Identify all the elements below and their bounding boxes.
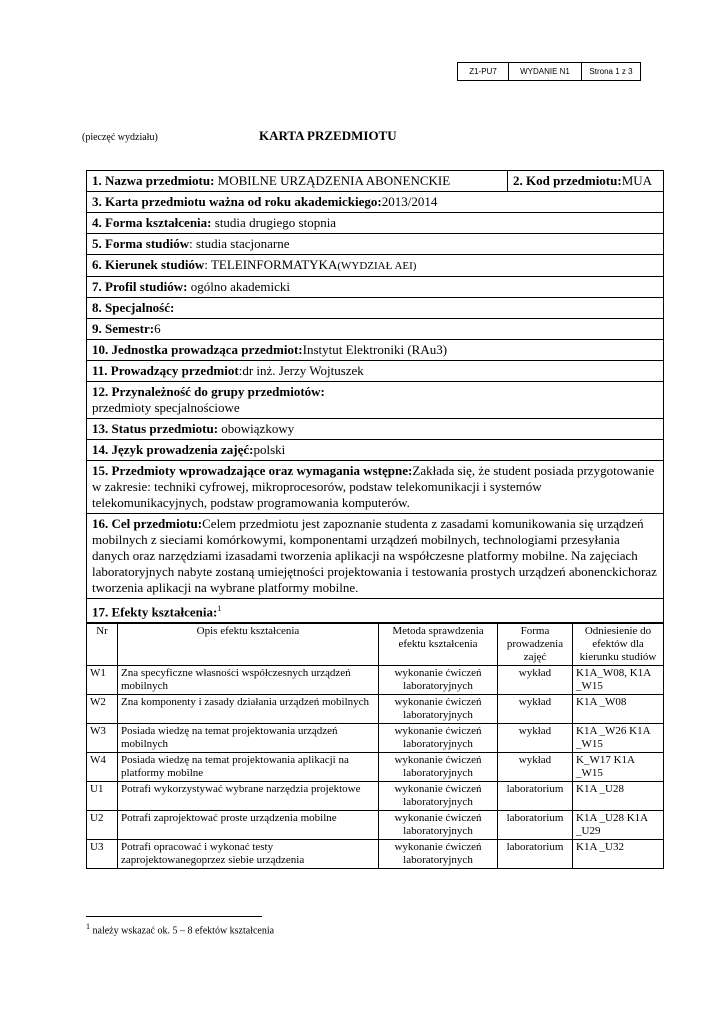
status-label: 13. Status przedmiotu: bbox=[92, 421, 219, 436]
outcome-method: wykonanie ćwiczeń laboratoryjnych bbox=[379, 782, 498, 811]
outcome-nr: W3 bbox=[87, 724, 118, 753]
outcome-form: laboratorium bbox=[498, 840, 573, 869]
outcomes-table-header bbox=[87, 624, 663, 666]
outcome-form: laboratorium bbox=[498, 811, 573, 840]
footnote bbox=[86, 922, 274, 936]
specialty-label: 8. Specjalność: bbox=[92, 300, 175, 315]
outcomes-table-body bbox=[87, 666, 663, 869]
outcome-method: wykonanie ćwiczeń laboratoryjnych bbox=[379, 724, 498, 753]
study-profile-label: 7. Profil studiów: bbox=[92, 279, 188, 294]
outcome-form: wykład bbox=[498, 666, 573, 695]
education-form-value: studia drugiego stopnia bbox=[211, 215, 337, 230]
course-card bbox=[86, 170, 664, 869]
row-field-of-study bbox=[87, 255, 663, 277]
outcome-method: wykonanie ćwiczeń laboratoryjnych bbox=[379, 811, 498, 840]
col-method: Metoda sprawdzenia efektu kształcenia bbox=[379, 624, 498, 666]
outcome-form: wykład bbox=[498, 695, 573, 724]
unit-label: 10. Jednostka prowadząca przedmiot: bbox=[92, 342, 303, 357]
outcome-description: Potrafi wykorzystywać wybrane narzędzia projektowe bbox=[118, 782, 379, 811]
row-semester bbox=[87, 319, 663, 340]
course-name-cell bbox=[87, 171, 508, 191]
row-learning-outcomes-table bbox=[87, 623, 663, 868]
outcome-form: wykład bbox=[498, 724, 573, 753]
doc-edition: WYDANIE N1 bbox=[509, 63, 582, 81]
outcomes-footnote-mark: 1 bbox=[217, 604, 222, 613]
prerequisites-value: Zakłada się, że student posiada przygotowanie w zakresie: techniki cyfrowej, mikroprocesorów, podstaw telekomunikacji i systemów telekomunikacyjnych, podstaw programowania komputerów. bbox=[92, 463, 655, 510]
outcome-description: Zna specyficzne własności współczesnych urządzeń mobilnych bbox=[118, 666, 379, 695]
semester-label: 9. Semestr: bbox=[92, 321, 155, 336]
course-code-cell bbox=[508, 171, 663, 191]
col-description: Opis efektu kształcenia bbox=[118, 624, 379, 666]
outcome-description: Zna komponenty i zasady działania urządzeń mobilnych bbox=[118, 695, 379, 724]
course-code-value: MUA bbox=[621, 173, 653, 188]
stamp-label: (pieczęć wydziału) bbox=[82, 132, 158, 143]
row-course-objective bbox=[87, 514, 663, 599]
outcome-nr: U1 bbox=[87, 782, 118, 811]
row-education-form bbox=[87, 213, 663, 234]
table-row bbox=[87, 811, 663, 840]
row-specialty bbox=[87, 298, 663, 319]
row-learning-outcomes-heading bbox=[87, 599, 663, 623]
row-language bbox=[87, 440, 663, 461]
study-profile-value: ogólno akademicki bbox=[187, 279, 290, 294]
objective-value: Celem przedmiotu jest zapoznanie studenta z zasadami komunikowania się urządzeń mobilnych z sieciami komórkowymi, komponentami urządzeń mobilnych, technologiami przesyłania danych oraz narzędziami izasadami tworzenia aplikacji na współczesne platformy mobilne. Na zajęciach laboratoryjnych nabyte zostaną umiejętności projektowania i testowania prostych urządzeń abonenckichoraz tworzenia aplikacji na wybrane platformy mobilne. bbox=[92, 516, 657, 595]
semester-value: 6 bbox=[154, 321, 161, 336]
document-header bbox=[457, 62, 641, 81]
outcome-reference: K1A _U28 K1A _U29 bbox=[573, 811, 664, 840]
doc-code: Z1-PU7 bbox=[458, 63, 509, 81]
outcome-reference: K1A _W08 bbox=[573, 695, 664, 724]
lecturer-label: 11. Prowadzący przedmiot bbox=[92, 363, 239, 378]
row-prerequisites bbox=[87, 461, 663, 514]
outcome-method: wykonanie ćwiczeń laboratoryjnych bbox=[379, 666, 498, 695]
outcome-method: wykonanie ćwiczeń laboratoryjnych bbox=[379, 840, 498, 869]
outcome-description: Posiada wiedzę na temat projektowania aplikacji na platformy mobilne bbox=[118, 753, 379, 782]
language-value: polski bbox=[253, 442, 286, 457]
footnote-divider bbox=[86, 916, 262, 917]
outcomes-label: 17. Efekty kształcenia: bbox=[92, 604, 218, 620]
outcome-nr: U2 bbox=[87, 811, 118, 840]
outcome-method: wykonanie ćwiczeń laboratoryjnych bbox=[379, 695, 498, 724]
field-of-study-label: 6. Kierunek studiów bbox=[92, 257, 205, 272]
row-study-profile bbox=[87, 277, 663, 298]
outcome-reference: K1A _U28 bbox=[573, 782, 664, 811]
row-course-group bbox=[87, 382, 663, 418]
course-name-value: MOBILNE URZĄDZENIA ABONENCKIE bbox=[214, 173, 451, 188]
footnote-text: należy wskazać ok. 5 – 8 efektów kształcenia bbox=[90, 925, 275, 937]
outcome-description: Posiada wiedzę na temat projektowania urządzeń mobilnych bbox=[118, 724, 379, 753]
outcome-nr: W4 bbox=[87, 753, 118, 782]
course-group-value: przedmioty specjalnościowe bbox=[92, 400, 240, 415]
table-row bbox=[87, 695, 663, 724]
outcome-reference: K1A _U32 bbox=[573, 840, 664, 869]
row-study-form bbox=[87, 234, 663, 255]
table-row bbox=[87, 782, 663, 811]
outcome-nr: W2 bbox=[87, 695, 118, 724]
lecturer-value: :dr inż. Jerzy Wojtuszek bbox=[238, 363, 364, 378]
outcome-reference: K1A _W26 K1A _W15 bbox=[573, 724, 664, 753]
outcomes-table bbox=[87, 623, 663, 868]
field-of-study-faculty: (WYDZIAŁ AEI) bbox=[337, 260, 417, 272]
outcome-form: laboratorium bbox=[498, 782, 573, 811]
course-name-label: 1. Nazwa przedmiotu: bbox=[92, 173, 215, 188]
study-form-label: 5. Forma studiów bbox=[92, 236, 190, 251]
outcome-form: wykład bbox=[498, 753, 573, 782]
table-row bbox=[87, 666, 663, 695]
course-code-label: 2. Kod przedmiotu: bbox=[513, 173, 622, 188]
col-nr: Nr bbox=[87, 624, 118, 666]
language-label: 14. Język prowadzenia zajęć: bbox=[92, 442, 254, 457]
outcome-description: Potrafi opracować i wykonać testy zaprojektowanegoprzez siebie urządzenia bbox=[118, 840, 379, 869]
col-reference: Odniesienie do efektów dla kierunku studiów bbox=[573, 624, 664, 666]
academic-year-value: 2013/2014 bbox=[381, 194, 438, 209]
outcome-description: Potrafi zaprojektować proste urządzenia mobilne bbox=[118, 811, 379, 840]
row-lecturer bbox=[87, 361, 663, 382]
field-of-study-value: : TELEINFORMATYKA bbox=[204, 257, 338, 272]
outcome-reference: K_W17 K1A _W15 bbox=[573, 753, 664, 782]
row-name-code bbox=[87, 171, 663, 192]
doc-page: Strona 1 z 3 bbox=[582, 63, 641, 81]
table-row bbox=[87, 753, 663, 782]
course-group-label: 12. Przynależność do grupy przedmiotów: bbox=[92, 384, 325, 399]
outcome-nr: U3 bbox=[87, 840, 118, 869]
table-row bbox=[87, 724, 663, 753]
status-value: obowiązkowy bbox=[218, 421, 295, 436]
study-form-value: : studia stacjonarne bbox=[189, 236, 290, 251]
prerequisites-label: 15. Przedmioty wprowadzające oraz wymagania wstępne: bbox=[92, 463, 413, 478]
academic-year-label: 3. Karta przedmiotu ważna od roku akademickiego: bbox=[92, 194, 382, 209]
outcome-method: wykonanie ćwiczeń laboratoryjnych bbox=[379, 753, 498, 782]
row-status bbox=[87, 418, 663, 440]
page-title: KARTA PRZEDMIOTU bbox=[259, 128, 397, 143]
col-form: Forma prowadzenia zajęć bbox=[498, 624, 573, 666]
education-form-label: 4. Forma kształcenia: bbox=[92, 215, 212, 230]
outcome-reference: K1A_W08, K1A _W15 bbox=[573, 666, 664, 695]
objective-label: 16. Cel przedmiotu: bbox=[92, 516, 203, 531]
row-academic-year bbox=[87, 192, 663, 213]
table-row bbox=[87, 840, 663, 869]
outcome-nr: W1 bbox=[87, 666, 118, 695]
unit-value: Instytut Elektroniki (RAu3) bbox=[302, 342, 448, 357]
row-unit bbox=[87, 340, 663, 361]
footnote-mark: 1 bbox=[86, 922, 90, 931]
